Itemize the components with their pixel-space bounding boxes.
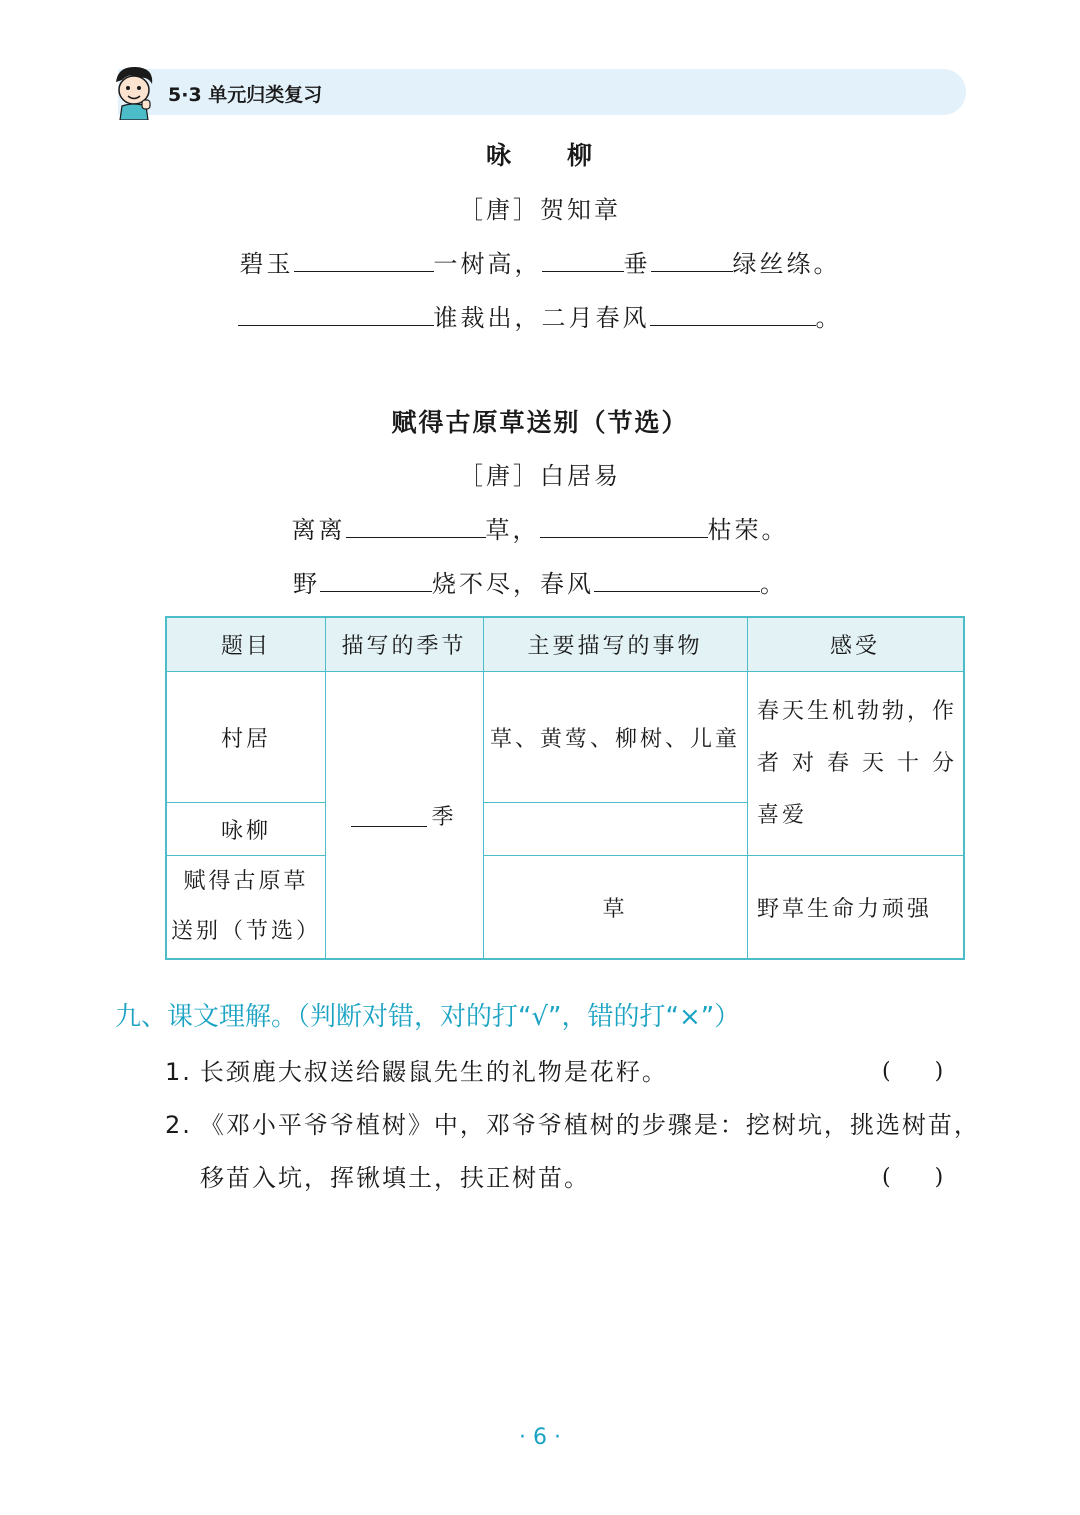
poem2-line1-c: 枯荣。 <box>707 516 789 544</box>
blank-2[interactable] <box>542 247 624 272</box>
question-1-answer[interactable]: ( ) <box>882 1059 944 1084</box>
question-2-cont <box>200 1158 590 1193</box>
summary-table <box>165 616 965 960</box>
question-2-answer[interactable]: ( ) <box>882 1165 944 1190</box>
poem1-line2 <box>0 298 1080 333</box>
row2-things-blank[interactable] <box>483 803 747 855</box>
row2-title: 咏柳 <box>220 818 271 844</box>
season-cell <box>325 672 483 958</box>
question-2 <box>165 1105 980 1140</box>
blank-4[interactable] <box>238 301 434 326</box>
question-2-text-b: 移苗入坑，挥锹填土，扶正树苗。 <box>200 1164 590 1192</box>
header-title: 5·3 单元归类复习 <box>168 84 323 106</box>
feeling-3: 野草生命力顽强 <box>757 896 933 922</box>
row3-title-b: 送别（节选） <box>170 919 321 944</box>
poem2-line2 <box>0 564 1080 599</box>
question-2-text-a: 《邓小平爷爷植树》中，邓爷爷植树的步骤是：挖树坑，挑选树苗， <box>199 1111 980 1139</box>
question-1 <box>165 1052 668 1087</box>
blank-5[interactable] <box>650 301 816 326</box>
feeling-1-c: 喜爱 <box>757 802 808 828</box>
blank-6[interactable] <box>346 513 486 538</box>
row1-things: 草、黄莺、柳树、儿童 <box>489 726 740 752</box>
poem2-line2-a: 野 <box>293 570 320 598</box>
th-season: 描写的季节 <box>325 618 483 671</box>
poem1-author: ［唐］贺知章 <box>459 196 621 224</box>
row3-things: 草 <box>602 896 628 922</box>
feeling-1-a: 春天生机勃勃，作 <box>757 698 958 724</box>
poem1-line2-a: 谁裁出，二月春风 <box>433 304 650 332</box>
blank-1[interactable] <box>294 247 434 272</box>
poem1-line1 <box>0 244 1080 279</box>
season-blank[interactable] <box>351 804 427 827</box>
section9-title: 九、课文理解。（判断对错，对的打“√”，错的打“×”） <box>115 1002 741 1032</box>
poem1-line1-d: 绿丝绦。 <box>732 250 841 278</box>
poem2-author: ［唐］白居易 <box>459 462 621 490</box>
page-number: · 6 · <box>519 1425 561 1450</box>
season-suffix: 季 <box>431 804 457 830</box>
poem1-line2-b: 。 <box>815 304 843 332</box>
question-1-text: 长颈鹿大叔送给鼹鼠先生的礼物是花籽。 <box>199 1058 668 1086</box>
blank-9[interactable] <box>594 567 760 592</box>
row3-title <box>167 856 325 958</box>
poem1-line1-a: 碧玉 <box>239 250 294 278</box>
poem1-title: 咏 柳 <box>485 141 594 170</box>
feeling-1 <box>747 672 963 855</box>
th-things: 主要描写的事物 <box>483 618 747 671</box>
row3-title-a: 赋得古原草 <box>183 869 309 894</box>
poem2-line1 <box>0 510 1080 545</box>
poem1-line1-b: 一树高， <box>433 250 542 278</box>
blank-8[interactable] <box>320 567 432 592</box>
poem1-line1-c: 垂 <box>623 250 651 278</box>
th-title: 题目 <box>167 618 325 671</box>
poem2-line1-a: 离离 <box>291 516 346 544</box>
poem2-title: 赋得古原草送别（节选） <box>391 408 689 437</box>
blank-3[interactable] <box>651 247 733 272</box>
feeling-1-b: 者 对 春 天 十 分 <box>757 750 957 776</box>
poem2-line1-b: 草， <box>485 516 540 544</box>
question-1-number: 1. <box>165 1058 192 1086</box>
question-2-number: 2. <box>165 1111 192 1139</box>
mascot-icon <box>108 64 160 120</box>
row1-title: 村居 <box>220 726 271 752</box>
th-feeling: 感受 <box>747 618 963 671</box>
blank-7[interactable] <box>540 513 708 538</box>
poem2-line2-c: 。 <box>760 570 787 598</box>
poem2-line2-b: 烧不尽，春风 <box>432 570 594 598</box>
